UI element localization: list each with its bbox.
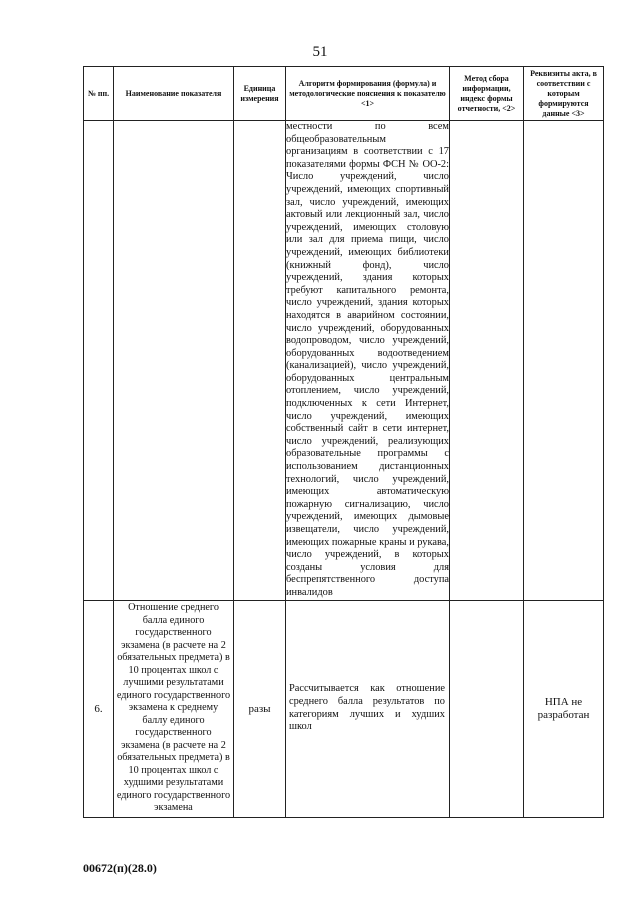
indicators-table	[83, 66, 604, 818]
cell-method	[450, 121, 524, 601]
cell-requisites	[524, 121, 604, 601]
page-number: 51	[312, 44, 328, 60]
cell-name: Отношение среднего балла единого государственного экзамена (в расчете на 2 обязательных предмета) в 10 процентах школ с лучшими результатами единого государственного экзамена к среднему баллу единого государственного экзамена (в расчете на 2 обязательных предмета) в 10 процентах школ с худшими результатами единого государственного экзамена	[114, 600, 234, 817]
header-algorithm: Алгоритм формирования (формула) и методологические пояснения к показателю <1>	[286, 67, 450, 121]
header-indicator-name: Наименование показателя	[114, 67, 234, 121]
table-header-row	[84, 67, 604, 121]
header-collection-method: Метод сбора информации, индекс формы отчетности, <2>	[450, 67, 524, 121]
header-unit: Единица измерения	[234, 67, 286, 121]
cell-unit	[234, 121, 286, 601]
cell-name	[114, 121, 234, 601]
cell-method	[450, 600, 524, 817]
table-row-continuation	[84, 121, 604, 601]
cell-algorithm: местности по всем общеобразовательным организациям в соответствии с 17 показателями формы ФСН № ОО-2: Число учреждений, число учреждений, имеющих спортивный зал, число учреждений, имеющих актовый или лекционный зал, число учреждений, имеющих столовую или зал для приема пищи, число учреждений, имеющих библиотеки (книжный фонд), число учреждений, здания которых требуют капитального ремонта, число учреждений, здания которых находятся в аварийном состоянии, число учреждений, оборудованных водопроводом, число учреждений, оборудованных водоотведением (канализацией), число учреждений, оборудованных центральным отоплением, число учреждений, подключенных к сети Интернет, число учреждений, имеющих собственный сайт в сети интернет, число учреждений, реализующих образовательные программы с использованием дистанционных технологий, число учреждений, имеющих автоматическую пожарную сигнализацию, число учреждений, имеющих дымовые извещатели, число учреждений, имеющих пожарные краны и рукава, число учреждений, в которых созданы условия для беспрепятственного доступа инвалидов	[286, 121, 450, 601]
document-code: 00672(п)(28.0)	[83, 861, 157, 875]
cell-requisites: НПА не разработан	[524, 600, 604, 817]
cell-algorithm: Рассчитывается как отношение среднего балла результатов по категориям лучших и худших школ	[286, 600, 450, 817]
table-row-6	[84, 600, 604, 817]
header-number: № пп.	[84, 67, 114, 121]
header-act-requisites: Реквизиты акта, в соответствии с которым формируются данные <3>	[524, 67, 604, 121]
cell-unit: разы	[234, 600, 286, 817]
cell-number	[84, 121, 114, 601]
cell-number: 6.	[84, 600, 114, 817]
